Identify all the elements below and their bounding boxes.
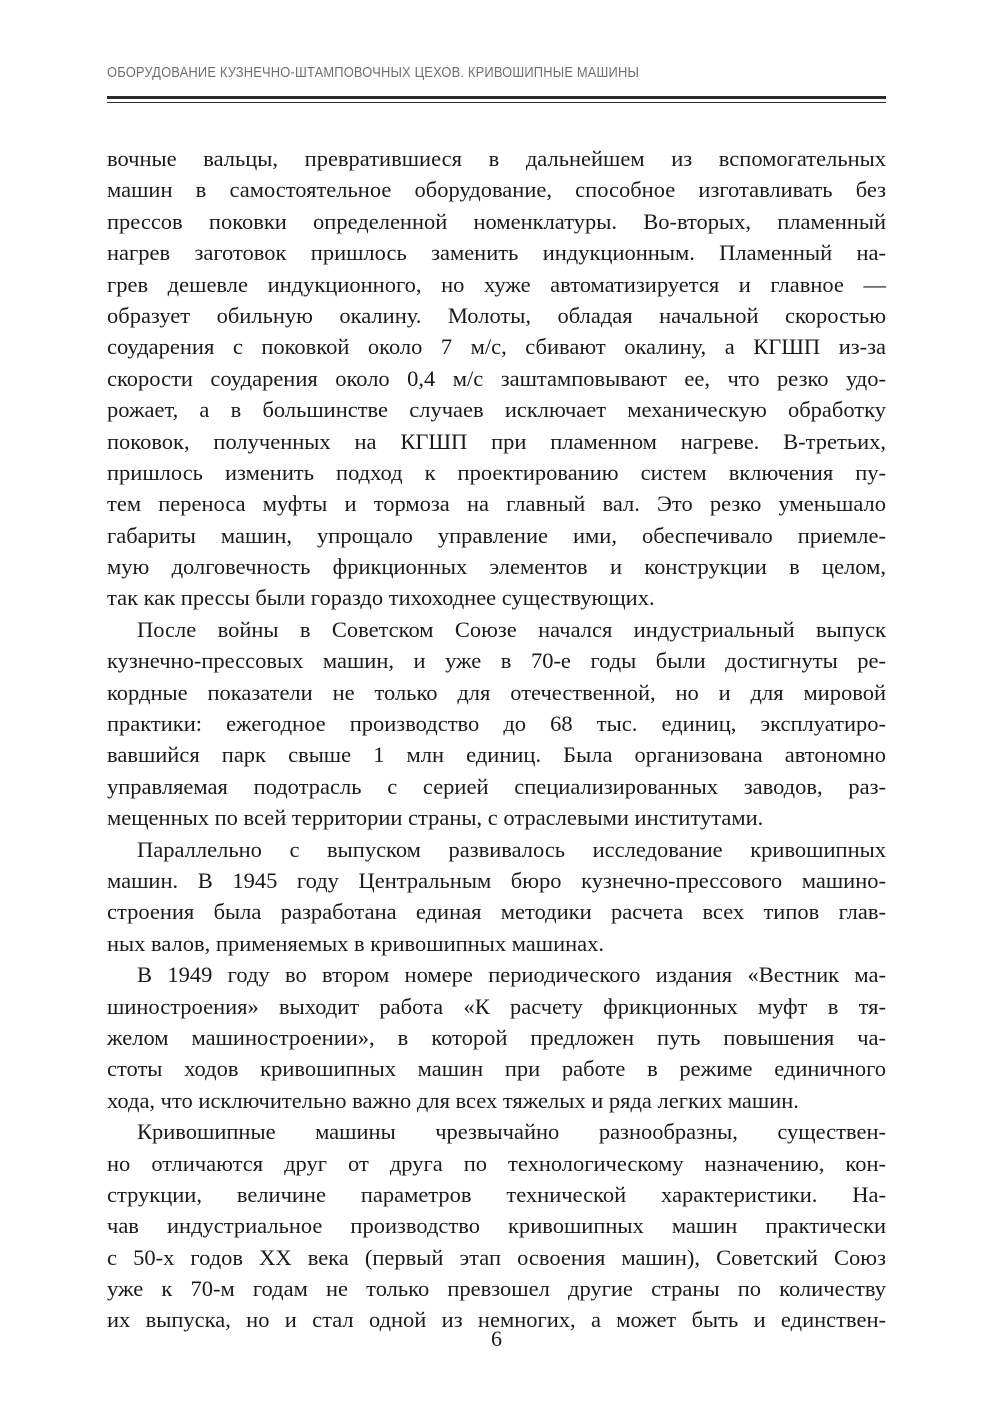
text-line: поковок, полученных на КГШП при пламенном нагреве. В-третьих,	[107, 428, 886, 454]
text-line: нагрев заготовок пришлось заменить индукционным. Пламенный на-	[107, 240, 886, 266]
text-line: машин в самостоятельное оборудование, способное изготавливать без	[107, 177, 886, 203]
text-line: кордные показатели не только для отечественной, но и для мировой	[107, 679, 886, 705]
body-text	[107, 143, 886, 1336]
text-line: В 1949 году во втором номере периодического издания «Вестник ма-	[137, 962, 886, 988]
text-line: практики: ежегодное производство до 68 тыс. единиц, эксплуатиро-	[107, 711, 886, 737]
text-line: тем переноса муфты и тормоза на главный вал. Это резко уменьшало	[107, 491, 886, 517]
paragraph	[107, 1116, 886, 1336]
text-line: хода, что исключительно важно для всех тяжелых и ряда легких машин.	[107, 1087, 799, 1113]
text-line: габариты машин, упрощало управление ими, обеспечивало приемле-	[107, 522, 886, 548]
text-line: кузнечно-прессовых машин, и уже в 70-е годы были достигнуты ре-	[107, 648, 886, 674]
text-line: мещенных по всей территории страны, с отраслевыми институтами.	[107, 805, 764, 831]
text-line: их выпуска, но и стал одной из немногих, а может быть и единствен-	[107, 1307, 886, 1333]
running-header: ОБОРУДОВАНИЕ КУЗНЕЧНО-ШТАМПОВОЧНЫХ ЦЕХОВ. КРИВОШИПНЫЕ МАШИНЫ	[107, 64, 640, 81]
text-line: соударения с поковкой около 7 м/с, сбивают окалину, а КГШП из-за	[107, 334, 886, 360]
text-line: пришлось изменить подход к проектированию систем включения пу-	[107, 459, 886, 485]
text-line: желом машиностроении», в которой предложен путь повышения ча-	[107, 1024, 886, 1050]
text-line: машин. В 1945 году Центральным бюро кузнечно-прессового машино-	[107, 867, 886, 893]
paragraph	[107, 959, 886, 1116]
paragraph	[107, 614, 886, 834]
text-line: Кривошипные машины чрезвычайно разнообразны, существен-	[137, 1119, 886, 1145]
text-line: шиностроения» выходит работа «К расчету фрикционных муфт в тя-	[107, 993, 886, 1019]
header-rule-thin	[107, 102, 886, 103]
text-line: скорости соударения около 0,4 м/с заштамповывают ее, что резко удо-	[107, 365, 886, 391]
text-line: вочные вальцы, превратившиеся в дальнейшем из вспомогательных	[107, 146, 886, 171]
page-number: 6	[491, 1326, 502, 1351]
text-line: После войны в Советском Союзе начался индустриальный выпуск	[137, 616, 886, 642]
text-line: прессов поковки определенной номенклатуры. Во-вторых, пламенный	[107, 208, 886, 234]
text-line: струкции, величине параметров технической характеристики. На-	[107, 1181, 886, 1207]
text-line: уже к 70-м годам не только превзошел другие страны по количеству	[107, 1276, 886, 1302]
text-line: управляемая подотрасль с серией специализированных заводов, раз-	[107, 773, 886, 799]
text-line: рожает, а в большинстве случаев исключает механическую обработку	[107, 397, 886, 423]
paragraph	[107, 834, 886, 960]
text-line: стоты ходов кривошипных машин при работе в режиме единичного	[107, 1056, 886, 1082]
text-line: вавшийся парк свыше 1 млн единиц. Была организована автономно	[107, 742, 886, 768]
text-line: так как прессы были гораздо тихоходнее существующих.	[107, 585, 655, 611]
text-line: Параллельно с выпуском развивалось исследование кривошипных	[137, 836, 886, 862]
text-line: мую долговечность фрикционных элементов и конструкции в целом,	[107, 554, 886, 580]
text-line: но отличаются друг от друга по технологическому назначению, кон-	[107, 1150, 886, 1176]
paragraph	[107, 143, 886, 614]
text-line: чав индустриальное производство кривошипных машин практически	[107, 1213, 886, 1239]
text-line: строения была разработана единая методики расчета всех типов глав-	[107, 899, 886, 925]
text-line: образует обильную окалину. Молоты, обладая начальной скоростью	[107, 302, 886, 328]
header-rule-thick	[107, 96, 886, 99]
text-line: грев дешевле индукционного, но хуже автоматизируется и главное —	[107, 271, 886, 297]
text-line: ных валов, применяемых в кривошипных машинах.	[107, 930, 605, 956]
text-line: с 50-х годов XX века (первый этап освоения машин), Советский Союз	[107, 1244, 886, 1270]
